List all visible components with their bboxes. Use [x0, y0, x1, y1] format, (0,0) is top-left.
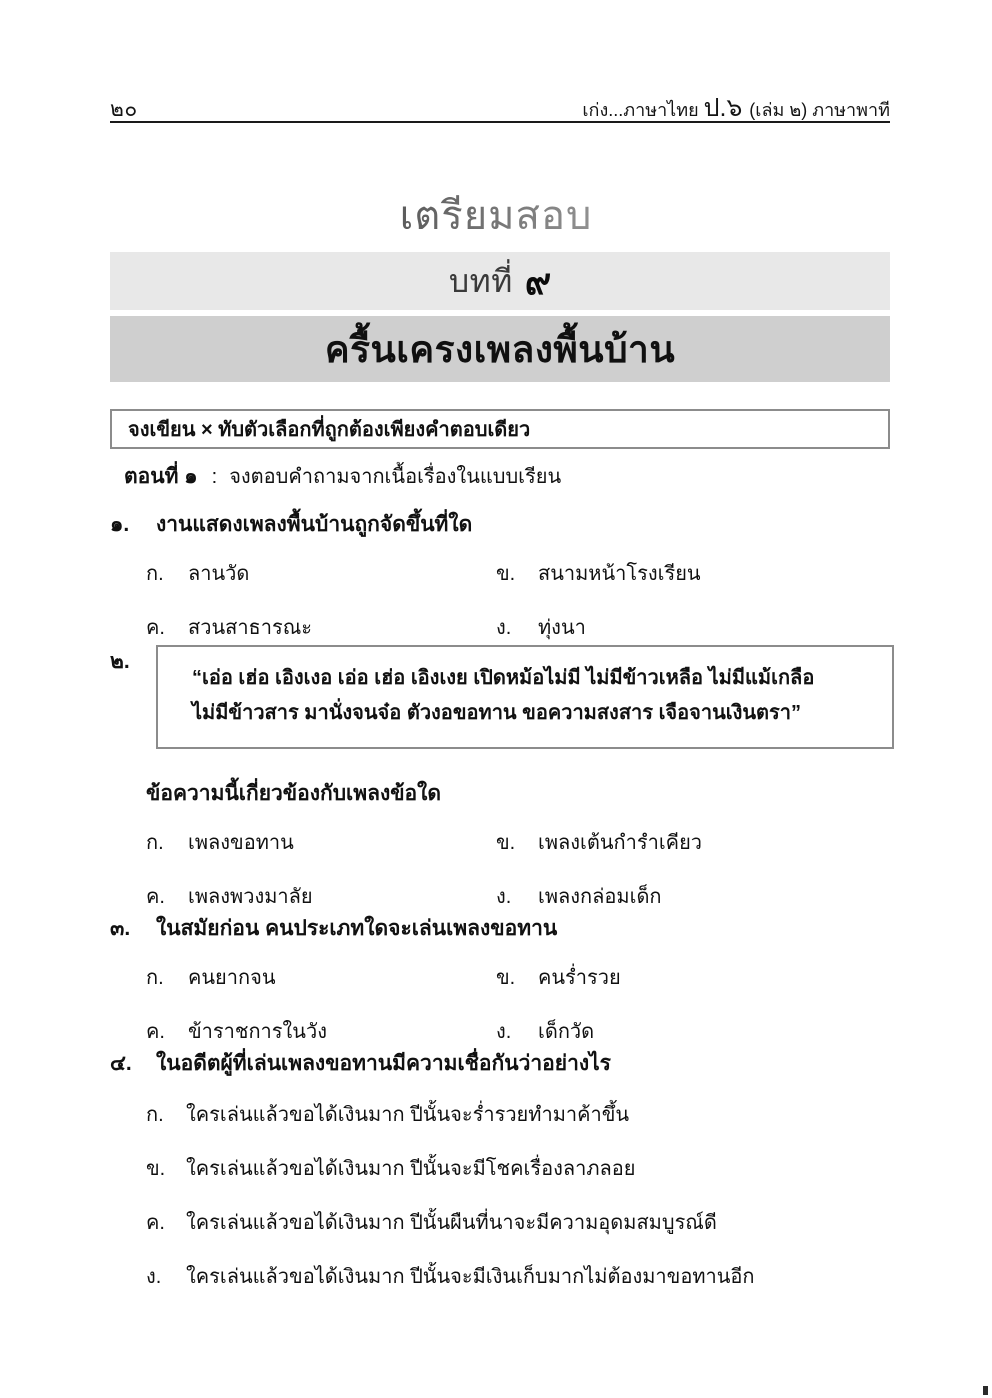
chapter-title: ครื้นเครงเพลงพื้นบ้าน [324, 328, 676, 370]
question-2-option-a[interactable] [146, 826, 496, 858]
question-1-option-a[interactable] [146, 557, 496, 589]
instruction-box [110, 409, 890, 449]
question-2-option-c[interactable] [146, 880, 496, 912]
question-4-option-b[interactable] [146, 1152, 900, 1184]
option-key: ข. [496, 832, 516, 854]
part-label: ตอนที่ ๑ [124, 465, 198, 488]
option-label: ใครเล่นแล้วขอได้เงินมาก ปีนั้นจะมีโชคเรื่องลาภลอย [186, 1158, 636, 1180]
question-2-quote-row [110, 645, 900, 749]
book-title-grade: ป.๖ [703, 94, 750, 122]
question-4 [110, 1047, 900, 1292]
question-4-text: ในอดีตผู้ที่เล่นเพลงขอทานมีความเชื่อกันว่าอย่างไร [156, 1052, 611, 1075]
option-label: ใครเล่นแล้วขอได้เงินมาก ปีนั้นจะมีเงินเก็บมากไม่ต้องมาขอทานอีก [186, 1266, 755, 1288]
question-1-option-b[interactable] [496, 557, 900, 589]
question-1-options [110, 557, 900, 643]
question-4-head [110, 1047, 900, 1080]
option-label: คนร่ำรวย [538, 967, 621, 989]
quote-line-2: ไม่มีข้าวสาร มานั่งจนจ๋อ ตัวงอขอทาน ขอความสงสาร เจือจานเงินตรา” [192, 702, 801, 724]
book-title-series: ภาษาพาที [812, 100, 890, 120]
question-1-text: งานแสดงเพลงพื้นบ้านถูกจัดขึ้นที่ใด [156, 513, 473, 536]
chapter-band [110, 252, 890, 310]
option-key: ก. [146, 967, 164, 989]
question-1-option-c[interactable] [146, 611, 496, 643]
option-key: ก. [146, 1104, 164, 1126]
option-label: ลานวัด [188, 563, 250, 585]
option-key: ง. [496, 617, 512, 639]
question-2-options [110, 826, 900, 912]
instruction-text: จงเขียน × ทับตัวเลือกที่ถูกต้องเพียงคำตอบเดียว [128, 419, 531, 441]
question-4-options [110, 1098, 900, 1292]
part-colon: : [211, 466, 218, 488]
question-2-number: ๒. [110, 650, 130, 673]
book-title-lead: เก่ง...ภาษาไทย [582, 100, 704, 120]
option-label: เด็กวัด [538, 1021, 595, 1043]
page-corner-mark [983, 1386, 988, 1395]
option-label: สนามหน้าโรงเรียน [538, 563, 701, 585]
question-3-number: ๓. [110, 917, 131, 940]
question-1-head [110, 508, 900, 541]
option-label: ใครเล่นแล้วขอได้เงินมาก ปีนั้นจะร่ำรวยทำมาค้าขึ้น [186, 1104, 630, 1126]
option-key: ค. [146, 886, 165, 908]
option-label: ทุ่งนา [538, 617, 586, 639]
question-3-option-a[interactable] [146, 961, 496, 993]
option-key: ง. [146, 1266, 162, 1288]
option-label: คนยากจน [188, 967, 276, 989]
question-3-option-b[interactable] [496, 961, 900, 993]
question-3-head [110, 912, 900, 945]
question-2-quote-box [156, 645, 894, 749]
question-3 [110, 912, 900, 1047]
question-2 [110, 645, 900, 912]
part-heading [124, 460, 561, 493]
quote-line-1: “เอ่อ เฮ่อ เอิงเงอ เอ่อ เฮ่อ เอิงเงย เปิดหม้อไม่มี ไม่มีข้าวเหลือ ไม่มีแม้เกลือ [192, 667, 815, 689]
question-4-option-c[interactable] [146, 1206, 900, 1238]
question-2-text: ข้อความนี้เกี่ยวข้องกับเพลงข้อใด [146, 782, 442, 805]
question-3-option-c[interactable] [146, 1015, 496, 1047]
question-2-option-d[interactable] [496, 880, 900, 912]
option-key: ค. [146, 1212, 165, 1234]
option-key: ค. [146, 617, 165, 639]
chapter-number: ๙ [524, 260, 552, 302]
option-label: สวนสาธารณะ [188, 617, 313, 639]
section-heading-prep: เตรียมสอบ [0, 183, 992, 247]
option-key: ข. [496, 563, 516, 585]
option-label: ข้าราชการในวัง [188, 1021, 327, 1043]
book-title-volume: (เล่ม ๒) [749, 100, 813, 120]
option-key: ข. [146, 1158, 166, 1180]
question-1 [110, 508, 900, 643]
question-4-option-a[interactable] [146, 1098, 900, 1130]
question-1-number: ๑. [110, 513, 130, 536]
question-1-option-d[interactable] [496, 611, 900, 643]
option-key: ข. [496, 967, 516, 989]
option-key: ง. [496, 886, 512, 908]
option-key: ก. [146, 563, 164, 585]
option-label: เพลงกล่อมเด็ก [538, 886, 662, 908]
chapter-label: บทที่ [448, 262, 513, 299]
question-4-number: ๔. [110, 1052, 132, 1075]
part-text: จงตอบคำถามจากเนื้อเรื่องในแบบเรียน [229, 466, 562, 488]
question-3-text: ในสมัยก่อน คนประเภทใดจะเล่นเพลงขอทาน [156, 917, 558, 940]
option-label: เพลงเต้นกำรำเคียว [538, 832, 703, 854]
header-divider [110, 121, 890, 123]
chapter-title-band [110, 316, 890, 382]
question-3-option-d[interactable] [496, 1015, 900, 1047]
option-key: ง. [496, 1021, 512, 1043]
option-label: ใครเล่นแล้วขอได้เงินมาก ปีนั้นผืนที่นาจะมีความอุดมสมบูรณ์ดี [186, 1212, 717, 1234]
question-2-option-b[interactable] [496, 826, 900, 858]
option-label: เพลงขอทาน [188, 832, 294, 854]
option-label: เพลงพวงมาลัย [188, 886, 313, 908]
option-key: ค. [146, 1021, 165, 1043]
option-key: ก. [146, 832, 164, 854]
question-4-option-d[interactable] [146, 1260, 900, 1292]
question-3-options [110, 961, 900, 1047]
page-number: ๒๐ [110, 98, 138, 121]
